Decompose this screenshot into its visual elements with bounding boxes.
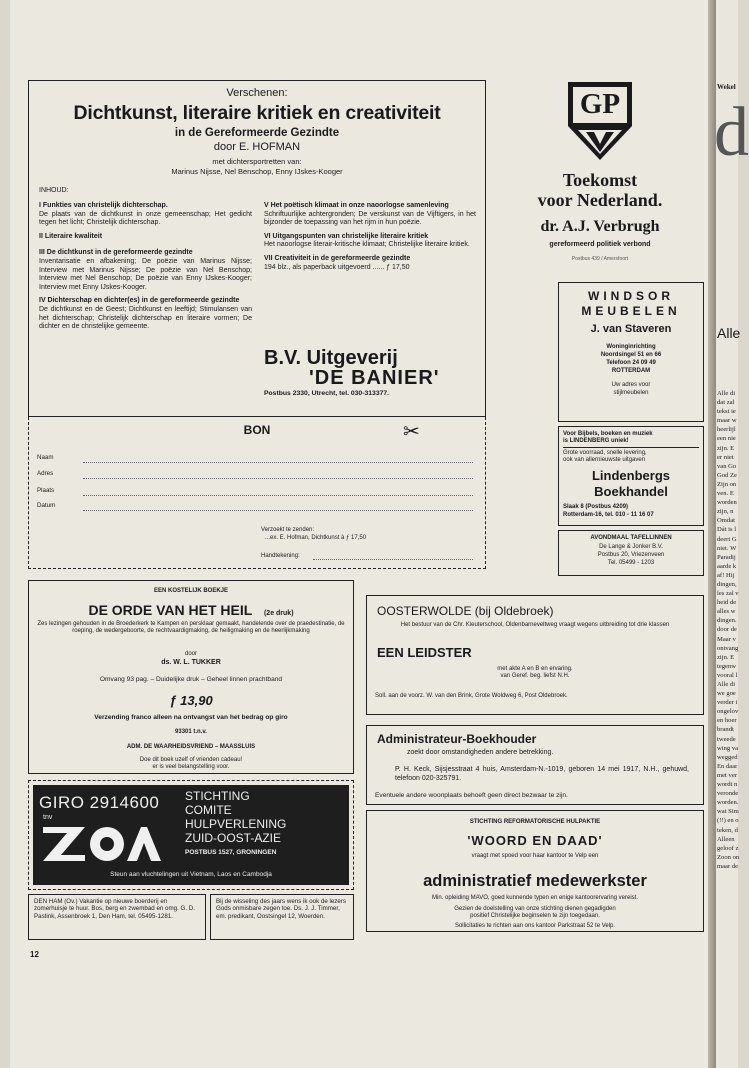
wisseling-text: Bij de wisseling des jaars wens ik ook de lezers Gods onmisbare zegen toe. Ds. J. J. Timmer, em. predikant, Oostsingel 12, Woerden.	[216, 898, 346, 920]
facing-line: dingen,	[717, 580, 737, 588]
facing-line: zijn. E	[717, 653, 735, 661]
facing-line: En daar	[717, 762, 738, 770]
lindenbergs-mid-1: Grote voorraad, snelle levering,	[563, 450, 647, 456]
facing-line: met ver	[717, 771, 737, 779]
contents-section	[39, 233, 252, 242]
facing-big-letter: d	[714, 94, 749, 171]
woord-position: administratief medewerkster	[423, 872, 647, 890]
facing-line: veronde	[717, 790, 739, 798]
gpv-logo-text: GP	[579, 88, 621, 120]
oosterwolde-position: EEN LEIDSTER	[377, 645, 472, 660]
facing-line: Zoon on	[717, 853, 740, 861]
orde-description: Zes lezingen gehouden in de Broederkerk te Kampen en persklaar gemaakt, handelende over de praedestinatie, de roeping, de wedergeboorte, de rechtvaardigmaking, de heiligmaking en de heerlijkmaking	[37, 621, 345, 635]
section-heading: IV Dichterschap en dichter(es) in de gereformeerde gezindte	[39, 297, 240, 305]
zoa-giro: GIRO 2914600	[39, 793, 160, 812]
wisseling-notice	[210, 894, 354, 940]
gpv-party: gereformeerd politiek verbond	[549, 241, 651, 248]
orde-author: ds. W. L. TUKKER	[161, 659, 221, 666]
newspaper-page	[10, 0, 708, 1068]
section-heading: III De dichtkunst in de gereformeerde gezindte	[39, 249, 193, 257]
facing-line: Omdat	[717, 517, 735, 525]
facing-line: ontvang	[717, 644, 739, 652]
book-advertisement	[28, 80, 486, 417]
oosterwolde-advertisement	[366, 595, 704, 715]
facing-line: van Go	[717, 462, 737, 470]
book-contents-left	[39, 202, 252, 332]
lindenbergs-address-2: Rotterdam-16, tel. 010 - 11 16 07	[563, 512, 654, 518]
facing-line: tweede	[717, 735, 736, 743]
facing-line: zijn, n	[717, 508, 734, 516]
facing-line: wordt n	[717, 781, 738, 789]
zoa-stichting-4: ZUID-OOST-AZIE	[185, 831, 281, 845]
lindenbergs-mid-2: ook van allernieuwste uitgaven	[563, 457, 646, 463]
lindenbergs-advertisement	[558, 426, 704, 526]
windsor-name-1: WINDSOR	[588, 289, 674, 303]
bon-name-field[interactable]	[83, 461, 473, 463]
facing-line: en hoer	[717, 717, 737, 725]
facing-line: les zal v	[717, 590, 739, 598]
orde-door: door	[184, 651, 197, 657]
section-text: Inventarisatie en afbakening; De poëzie van Marinus Nijsse; Interview met Marinus Nijsse; De poëzie van Nel Benschop; Interview met Nel Benschop; De poëzie van Enny IJskes-Kooger; Interview met Enny IJskes-Kooger.	[39, 257, 252, 291]
orde-price: ƒ 13,90	[169, 693, 213, 708]
facing-title-fragment: Alle	[717, 325, 741, 341]
oosterwolde-description: Het bestuur van de Chr. Kleuterschool, Oldenbarneveltweg vraagt wegens uitbreiding tot drie klassen	[400, 622, 670, 628]
facing-line: heerlijl	[717, 426, 736, 434]
facing-text-column	[717, 389, 739, 871]
woord-en-daad-advertisement	[366, 810, 704, 932]
facing-line: tekst ie	[717, 408, 736, 416]
facing-line: Alle di	[717, 390, 736, 397]
admin-description: zoekt door omstandigheden andere betrekking.	[407, 749, 554, 756]
denham-advertisement	[28, 894, 206, 940]
book-portraits: met dichtersportretten van:	[212, 157, 302, 166]
contents-section	[39, 202, 252, 228]
facing-line: deert G	[717, 535, 737, 543]
woord-note-2: positief Christelijke beginselen te zijn toegedaan.	[470, 913, 600, 919]
section-heading: VII Creativiteit in de gereformeerde gezindte	[264, 254, 411, 262]
facing-line: worden.	[717, 799, 739, 807]
book-header: Verschenen:	[226, 87, 288, 99]
scissors-icon: ✂	[403, 421, 420, 443]
contents-section	[39, 249, 252, 292]
facing-line: Zijn on	[717, 480, 737, 488]
facing-line: er niet	[717, 453, 734, 461]
bon-place-label: Plaats	[37, 487, 55, 494]
facing-line: heid de	[717, 599, 737, 607]
orde-specs: Omvang 93 pag. – Duidelijke druk – Geheel linnen prachtband	[99, 676, 283, 683]
denham-text: DEN HAM (Ov.) Vakantie op nieuwe boerderij en zomerhuisje te huur. Bos, berg en zwembad en omg. G. D. Pastink, Assenbroek 1, Den Ham, tel. 05495-1281.	[34, 898, 195, 920]
bon-request-item: ...ex. E. Hofman, Dichtkunst à ƒ 17,50	[265, 535, 367, 541]
section-text: Schriftuurlijke achtergronden; De verskunst van de Vijftigers, in het bijzonder de toepassing van het rijm in hun poëzie.	[264, 210, 476, 227]
avondmaal-title: AVONDMAAL TAFELLINNEN	[590, 535, 672, 541]
facing-line: dat zal	[717, 399, 735, 407]
oosterwolde-req-2: van Geref. beg. liefst N.H.	[500, 673, 570, 679]
orde-org: ADM. DE WAARHEIDSVRIEND – MAASSLUIS	[126, 744, 256, 750]
windsor-line-6: stijlmeubelen	[613, 390, 649, 396]
section-heading: VI Uitgangspunten van christelijke literaire kritiek	[264, 232, 429, 240]
zoa-tnv: tnv	[43, 814, 53, 821]
contents-section	[264, 255, 476, 272]
facing-line: Maar v	[717, 635, 736, 643]
orde-title	[29, 602, 353, 618]
gpv-slogan-1: Toekomst	[562, 170, 638, 190]
orde-title-text: DE ORDE VAN HET HEIL	[88, 602, 253, 618]
facing-line: Paradij	[717, 553, 736, 561]
bon-place-field[interactable]	[83, 494, 473, 496]
lindenbergs-name-2: Boekhandel	[594, 484, 668, 499]
facing-line: niet. W	[717, 544, 737, 552]
page-number: 12	[30, 950, 39, 959]
facing-line: geloof z	[717, 844, 739, 852]
facing-line: alles w	[717, 608, 736, 616]
gpv-slogan-2: voor Nederland.	[537, 190, 663, 210]
zoa-stichting-2: COMITE	[185, 803, 232, 817]
book-title: Dichtkunst, literaire kritiek en creativiteit	[73, 102, 441, 124]
zoa-advertisement	[28, 780, 354, 890]
facing-line: dingen.	[717, 617, 737, 625]
avondmaal-line-3: Tel. 05499 - 1203	[607, 560, 655, 566]
facing-line: verder i	[717, 699, 738, 707]
woord-title: 'WOORD EN DAAD'	[467, 833, 603, 848]
gpv-advertisement	[496, 80, 704, 280]
facing-line: teken, d	[717, 826, 738, 834]
bon-signature-field[interactable]	[313, 559, 473, 560]
bon-request: Verzoekt te zenden:	[261, 527, 315, 533]
facing-page	[714, 0, 749, 1068]
bon-name-label: Naam	[37, 454, 54, 461]
section-heading: V Het poëtisch klimaat in onze naoorlogse samenleving	[264, 202, 449, 209]
section-text: 194 blz., als paperback uitgevoerd ...... ƒ 17,50	[264, 263, 410, 271]
publisher-banier: 'DE BANIER'	[309, 367, 440, 389]
bon-signature-label: Handtekening:	[261, 553, 300, 559]
windsor-line-5: Uw adres voor	[611, 382, 651, 388]
windsor-name-2: MEUBELEN	[581, 304, 681, 318]
windsor-advertisement	[558, 282, 704, 422]
orde-giro: 93301 t.n.v.	[175, 729, 207, 735]
bon-address-field[interactable]	[83, 477, 473, 479]
facing-line: maar de	[717, 862, 739, 870]
facing-line: wegged	[717, 753, 738, 761]
avondmaal-line-2: Postbus 20, Vriezenveen	[597, 552, 665, 558]
contents-section	[264, 233, 476, 250]
bon-date-field[interactable]	[83, 509, 473, 511]
facing-line: God Ze	[717, 471, 737, 479]
section-text: Het naoorlogse literair-kritische klimaat; Christelijke literaire kritiek.	[264, 241, 470, 249]
book-subtitle: in de Gereformeerde Gezindte	[174, 127, 340, 139]
admin-advertisement	[366, 725, 704, 805]
lindenbergs-top-2: is LINDENBERG uniek!	[563, 438, 629, 444]
zoa-footer: Steun aan vluchtelingen uit Vietnam, Laos en Cambodja	[110, 871, 272, 878]
woord-apply: Sollicitaties te richten aan ons kantoor Parkstraat 52 te Velp.	[454, 923, 616, 929]
facing-header: Wekel	[717, 83, 736, 91]
publisher-name: B.V. Uitgeverij	[264, 347, 398, 369]
orde-cta-1: Doe dit boek uzelf of vrienden cadeau!	[139, 757, 243, 763]
orde-advertisement	[28, 580, 354, 774]
woord-note-1: Gezien de doelstelling van onze stichting dienen gegadigden	[454, 906, 616, 912]
zoa-stichting-1: STICHTING	[185, 789, 250, 803]
woord-requirements: Min. opleiding MAVO, goed kunnende typen en enige kantoorervaring vereist.	[431, 895, 638, 901]
facing-line: Alle di	[717, 681, 736, 688]
admin-title: Administrateur-Boekhouder	[377, 732, 537, 746]
book-inhoud-label: INHOUD:	[39, 187, 69, 194]
facing-line: af! Hij	[717, 571, 735, 579]
gpv-name: dr. A.J. Verbrugh	[540, 218, 660, 235]
orde-edition: (2e druk)	[263, 610, 294, 617]
section-text: De dichtkunst en de Geest; Dichtkunst en leeftijd; Stimulansen van het dichterschap; Christelijk dichterschap en literaire vormen; De dichter en de christelijke gemeente.	[39, 305, 252, 331]
orde-top: EEN KOSTELIJK BOEKJE	[153, 588, 228, 594]
orde-cta-2: er is veel belangstelling voor.	[152, 764, 230, 770]
contents-section	[264, 202, 476, 228]
order-form	[28, 417, 486, 569]
lindenbergs-name-1: Lindenbergs	[591, 468, 670, 483]
gpv-address: Postbus 439 / Amersfoort	[571, 256, 629, 262]
facing-line: Dát is l	[717, 526, 737, 534]
windsor-line-4: ROTTERDAM	[611, 368, 651, 374]
bon-title: BON	[243, 423, 271, 437]
bon-address-label: Adres	[37, 470, 54, 477]
windsor-line-1: Woninginrichting	[606, 344, 656, 350]
facing-line: wing va	[717, 744, 739, 752]
book-portrait-names: Marinus Nijsse, Nel Benschop, Enny IJskes-Kooger	[171, 167, 343, 176]
book-author: door E. HOFMAN	[213, 141, 301, 153]
facing-line: maar w	[717, 417, 737, 425]
facing-line: vooral l	[717, 671, 738, 679]
oosterwolde-title: OOSTERWOLDE (bij Oldebroek)	[377, 604, 554, 618]
admin-note: Eventuele andere woonplaats behoeft geen direct bezwaar te zijn.	[375, 792, 568, 799]
facing-line: brandt	[717, 726, 734, 734]
facing-line: tegenw	[717, 662, 737, 670]
windsor-line-3: Telefoon 24 09 49	[606, 360, 656, 366]
admin-contact: P. H. Keck, Sijsjesstraat 4 huis, Amsterdam-N.-1019, geboren 14 mei 1917, N.H., gehuwd, telefoon 020-325791.	[395, 766, 689, 782]
publisher-address: Postbus 2330, Utrecht, tel. 030-313377.	[264, 390, 390, 397]
section-text: De plaats van de dichtkunst in onze gemeenschap; Het gedicht tegen het licht; Christelijk dichterschap.	[39, 210, 252, 227]
gpv-logo	[566, 80, 634, 162]
facing-line: door de	[717, 626, 737, 634]
section-heading: II Literaire kwaliteit	[39, 232, 103, 240]
zoa-logo	[41, 823, 161, 863]
avondmaal-line-1: De Lange & Jonker B.V.	[599, 544, 663, 550]
orde-shipping: Verzending franco alleen na ontvangst van het bedrag op giro	[94, 714, 288, 721]
section-heading: I Funkties van christelijk dichterschap.	[39, 202, 168, 209]
zoa-stichting-3: HULPVERLENING	[185, 817, 287, 831]
facing-line: ven. E	[717, 490, 734, 498]
facing-line: (!!) en o	[717, 817, 739, 825]
woord-top: STICHTING REFORMATORISCHE HULPAKTIE	[469, 819, 601, 825]
oosterwolde-req-1: met akte A en B en ervaring.	[497, 666, 573, 672]
avondmaal-advertisement	[558, 530, 704, 576]
facing-line: ongelov	[717, 708, 739, 716]
windsor-owner: J. van Staveren	[590, 323, 672, 335]
book-contents-right	[264, 202, 476, 272]
woord-description: vraagt met spoed voor haar kantoor te Velp een	[471, 853, 599, 859]
facing-line: Alleen	[717, 835, 735, 843]
facing-line: worden	[717, 499, 737, 507]
lindenbergs-address-1: Slaak 8 (Postbus 4209)	[563, 504, 629, 510]
windsor-line-2: Noordsingel 51 en 66	[600, 352, 662, 358]
facing-line: aarde k	[717, 562, 737, 570]
contents-section	[39, 297, 252, 331]
oosterwolde-apply: Soll. aan de voorz. W. van den Brink, Grote Woldweg 6, Post Oldebroek.	[375, 693, 568, 699]
lindenbergs-top-1: Voor Bijbels, boeken en muziek	[563, 431, 653, 437]
zoa-postbus: POSTBUS 1527, GRONINGEN	[185, 849, 277, 856]
facing-line: wat Sim	[717, 808, 739, 816]
facing-line: zijn. E	[717, 444, 735, 452]
facing-line: een nie	[717, 435, 736, 443]
facing-line: we goe	[717, 690, 736, 698]
bon-date-label: Datum	[37, 502, 56, 509]
